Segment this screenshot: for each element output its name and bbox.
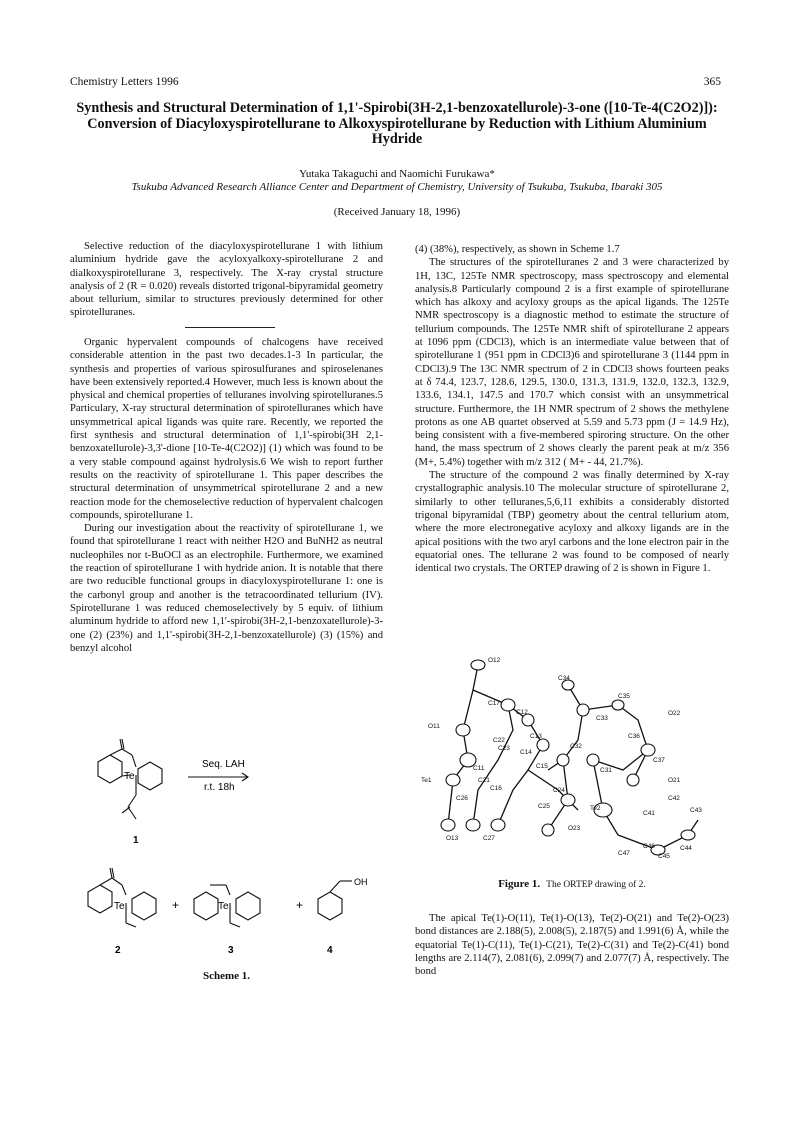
scheme-caption: Scheme 1. xyxy=(202,970,251,982)
body-paragraph: The structure of the compound 2 was finally determined by X-ray crystallographic analysis.10 The molecular structure of spirotellurane 2, similarly to other telluranes,5,6,11 exhibits a considerably distorted trigonal bipyramidal (TBP) geometry about the central tellurium atom, where the more electronegative acyloxy and alkoxy ligands are in the apical positions with the two aryl carbons and the lone electron pair in the equatorial ones. The tellurane 2 was found to be composed of nearly identical two crystals. The ORTEP drawing of 2 is shown in Figure 1. xyxy=(415,470,729,575)
atom-label: C16 xyxy=(490,785,502,792)
atom-label: C23 xyxy=(498,745,510,752)
atom-label: C47 xyxy=(618,850,630,857)
figure-caption-text: The ORTEP drawing of 2. xyxy=(546,880,646,890)
abstract: Selective reduction of the diacyloxyspirotellurane 1 with lithium aluminium hydride gave the acyloxyalkoxy-spirotellurane 2 and dialkoxyspirotellurane 3, respectively. The X-ray crystal structure analysis of 2 (R = 0.020) reveals distorted trigonal-bipyramidal geometry about tellurium, similar to structures previously determined for other spirotelluranes. xyxy=(70,241,383,319)
atom-label: C14 xyxy=(520,749,532,756)
atom-label: C13 xyxy=(530,733,542,740)
atom-label: O21 xyxy=(668,777,681,784)
figure-caption-label: Figure 1. xyxy=(498,878,541,890)
ortep-drawing xyxy=(418,650,728,875)
body-paragraph: The apical Te(1)-O(11), Te(1)-O(13), Te(2)-O(21) and Te(2)-O(23) bond distances are 2.188(5), 2.008(5), 2.187(5) and 1.991(6) Å, while the equatorial Te(1)-C(11), Te(1)-C(21), Te(2)-C(31) and Te(2)-C(41) bond lengths are 2.114(7), 2.081(6), 2.099(7) and 2.077(7) Å, respectively. The bond xyxy=(415,913,729,978)
compound-label: 4 xyxy=(327,945,333,956)
atom-label: C45 xyxy=(658,853,670,860)
te-atom-label: Te xyxy=(218,901,229,912)
body-paragraph: During our investigation about the reactivity of spirotellurane 1, we found that spirotellurane 1 react with neither H2O and BuNH2 as neutral nucleophiles nor t-BuOCl as an electrophile. Furthermore, we examined the reaction of spirotellurane 1 with hydride anion. It is notable that there are two reducible functional groups in diacyloxyspirotellurane 1: one is the carbonyl group and another is the tetracoordinated tellurium (IV). Spirotellurane 1 was reduced chemoselectively by 5 equiv. of lithium aluminum hydride to afford new 1,1'-spirobi(3H-2,1-benzoxatellurole)-3-one (2) (23%) and 1,1'-spirobi(3H-2,1-benzoxatellurole) (3) (15%) and benzyl alcohol xyxy=(70,523,383,654)
received-date: (Received January 18, 1996) xyxy=(333,206,461,218)
body-paragraph: (4) (38%), respectively, as shown in Scheme 1.7 xyxy=(415,244,620,255)
atom-label: C36 xyxy=(628,733,640,740)
atom-label: C17 xyxy=(488,700,500,707)
atom-label: C27 xyxy=(483,835,495,842)
abstract-divider xyxy=(185,327,275,328)
atom-label: C35 xyxy=(618,693,630,700)
atom-label: C43 xyxy=(690,807,702,814)
atom-label: O23 xyxy=(568,825,581,832)
atom-label: C31 xyxy=(600,767,612,774)
atom-label: C11 xyxy=(473,765,485,772)
plus-sign: + xyxy=(296,898,304,912)
condition-label: r.t. 18h xyxy=(204,782,235,793)
oh-label: OH xyxy=(354,877,368,887)
reagent-label: Seq. LAH xyxy=(202,759,245,770)
right-column-bottom xyxy=(415,912,729,978)
atom-label: C41 xyxy=(643,810,655,817)
body-paragraph: Organic hypervalent compounds of chalcogens have received considerable attention in the past two decades.1-3 In particular, the synthesis and properties of various spirosulfuranes and spiroselenanes have been extensively reported.4 However, much less is known about the physical and chemical properties of telluranes involving spirotelluranes.5 Particulary, X-ray structural determination of spirotelluranes which have unsymmetrical apical ligands was quite rare. Recently, we reported the first synthesis and structural determination of 1,1'-spirobi(3H 2,1-benzoxatellurole)-3,3'-dione [10-Te-4(C2O2)] (1) which was found to be a very stable compound against hydrolysis.6 We wish to report further results on the reactivity of spirotellurane 1. This paper describes the structural determination of unsymmetrical spirotellurane 2 and a new reaction mode for the chemoselective reduction of hypervalent chalcogen compounds, spirotellurane 1. xyxy=(70,337,383,521)
figure-caption xyxy=(415,878,729,890)
atom-label: O12 xyxy=(488,657,501,664)
atom-label: O22 xyxy=(668,710,681,717)
atom-label: C24 xyxy=(553,787,565,794)
atom-label: C26 xyxy=(456,795,468,802)
atom-label: C44 xyxy=(680,845,692,852)
page-number: 365 xyxy=(703,76,721,88)
atom-label: C22 xyxy=(493,737,505,744)
atom-label: C15 xyxy=(536,763,548,770)
atom-label: C33 xyxy=(596,715,608,722)
te-atom-label: Te xyxy=(124,771,135,782)
atom-label: C25 xyxy=(538,803,550,810)
paper-title: Synthesis and Structural Determination of 1,1'-Spirobi(3H-2,1-benzoxatellurole)-3-one ([10-Te-4(C2O2)]): Conversion of Diacyloxyspirotellurane to Alkoxyspirotellurane by Reduction with Lithium Aluminium Hydride xyxy=(76,100,718,147)
scheme-1 xyxy=(70,735,383,995)
atom-label: C34 xyxy=(558,675,570,682)
atom-label: O13 xyxy=(446,835,459,842)
atom-label: Te2 xyxy=(590,805,601,812)
left-column xyxy=(70,336,383,655)
plus-sign: + xyxy=(172,898,180,912)
atom-label: C32 xyxy=(570,743,582,750)
atom-label: Te1 xyxy=(421,777,432,784)
atom-label: O11 xyxy=(428,723,440,730)
compound-label: 3 xyxy=(228,945,234,956)
body-paragraph: The structures of the spirotelluranes 2 and 3 were characterized by 1H, 13C, 125Te NMR spectroscopy, mass spectroscopy and elemental analysis.8 Particularly compound 2 is a first example of spirotellurane which has alkoxy and acyloxy groups as the apical ligands. The 125Te NMR spectroscopy is a diagnostic method to estimate the structure of tellurium compounds. The 125Te NMR shift of spirotellurane 2 appears at 1096 ppm (CDCl3), which is an intermediate value between that of spirotellurane 1 (951 ppm in CDCl3)6 and spirotellurane 3 (1144 ppm in CDCl3).9 The 13C NMR spectrum of 2 in CDCl3 shows fourteen peaks at δ 74.4, 123.7, 128.6, 129.5, 130.0, 131.3, 131.9, 132.0, 132.3, 132.9, 133.6, 134.1, 147.5 and 170.7 which consist with an unsymmetrical structure. Furthermore, the 1H NMR spectrum of 2 shows the methylene protons as one AB quartet observed at 5.59 and 5.73 ppm (J = 14.9 Hz), being consistent with a five-membered spiroring structure. On the other hand, the mass spectrum of 2 shows clearly the parent peak at m/z 356 (M+, 5.4%) together with m/z 312 ( M+ - 44, 21.7%). xyxy=(415,257,729,468)
atom-label: C21 xyxy=(478,777,490,784)
right-column xyxy=(415,243,729,575)
ortep-figure xyxy=(418,650,728,875)
atom-label: C42 xyxy=(668,795,680,802)
reaction-scheme-drawing xyxy=(70,735,383,970)
atom-label: C46 xyxy=(643,843,655,850)
te-atom-label: Te xyxy=(114,901,125,912)
atom-label: C37 xyxy=(653,757,665,764)
atom-label: C12 xyxy=(516,709,528,716)
authors: Yutaka Takaguchi and Naomichi Furukawa* xyxy=(299,168,495,180)
journal-header: Chemistry Letters 1996 xyxy=(70,76,179,88)
affiliation: Tsukuba Advanced Research Alliance Center and Department of Chemistry, University of Tsukuba, Tsukuba, Ibaraki 305 xyxy=(131,181,663,193)
compound-label: 1 xyxy=(133,835,139,846)
compound-label: 2 xyxy=(115,945,121,956)
